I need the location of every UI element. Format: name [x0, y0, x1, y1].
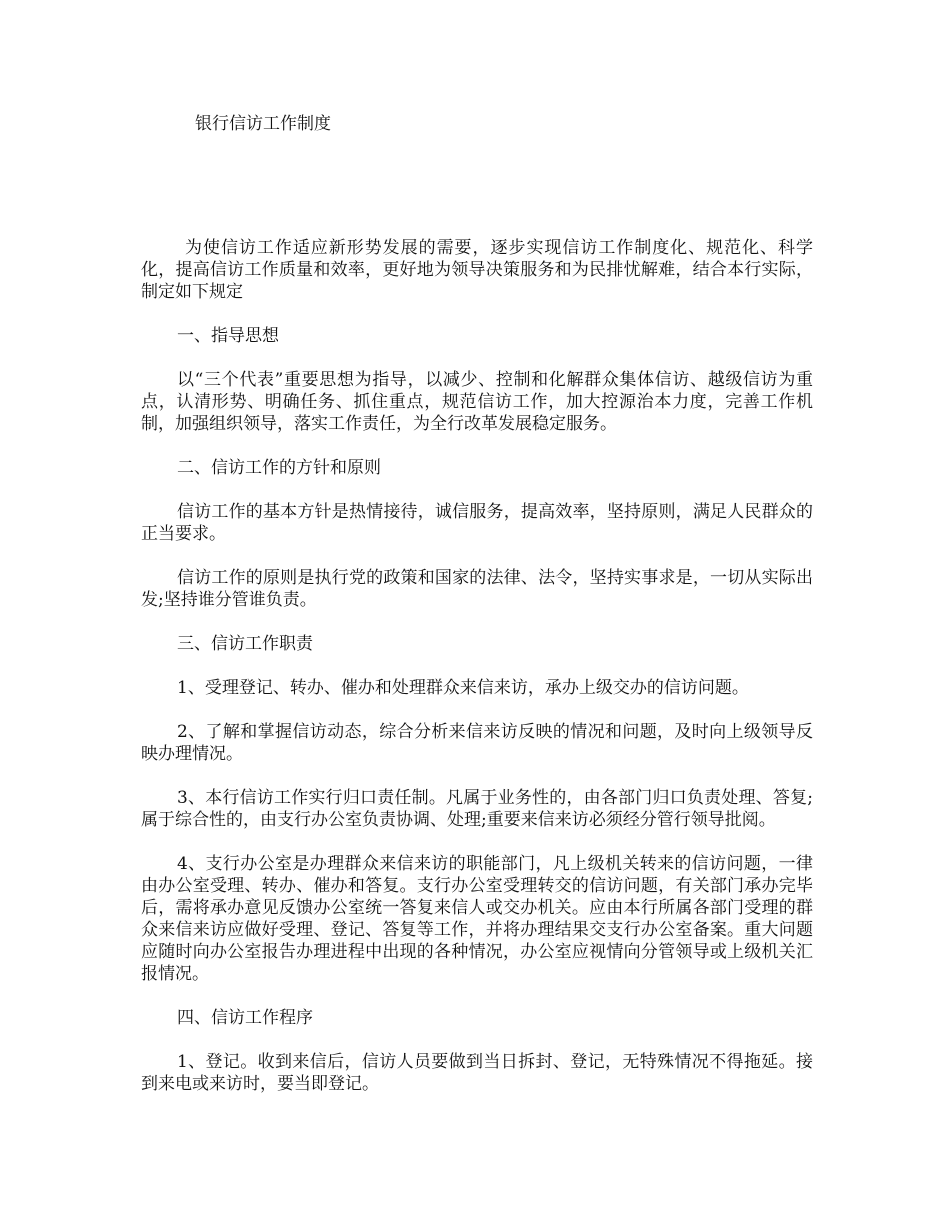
section-3-paragraph-4: 4、支行办公室是办理群众来信来访的职能部门，凡上级机关转来的信访问题，一律由办公室受理、转办、催办和答复。支行办公室受理转交的信访问题，有关部门承办完毕后，需将承办意见反馈办公室统一答复来信人或交办机关。应由本行所属各部门受理的群众来信来访应做好受理、登记、答复等工作，并将办理结果交支行办公室备案。重大问题应随时向办公室报告办理进程中出现的各种情况，办公室应视情向分管领导或上级机关汇报情况。	[141, 854, 813, 984]
section-heading-principles: 二、信访工作的方针和原则	[177, 458, 381, 478]
intro-paragraph: 为使信访工作适应新形势发展的需要，逐步实现信访工作制度化、规范化、科学化，提高信访工作质量和效率，更好地为领导决策服务和为民排忧解难，结合本行实际，制定如下规定	[141, 238, 813, 302]
section-3-paragraph-3: 3、本行信访工作实行归口责任制。凡属于业务性的，由各部门归口负责处理、答复;属于综合性的，由支行办公室负责协调、处理;重要来信来访必须经分管行领导批阅。	[141, 788, 813, 830]
document-body	[141, 237, 813, 1117]
section-2-paragraph-2: 信访工作的原则是执行党的政策和国家的法律、法令，坚持实事求是，一切从实际出发;坚持谁分管谁负责。	[141, 568, 813, 610]
section-2-paragraph-1: 信访工作的基本方针是热情接待，诚信服务，提高效率，坚持原则，满足人民群众的正当要求。	[141, 502, 813, 544]
section-1-paragraph-1: 以“三个代表”重要思想为指导，以减少、控制和化解群众集体信访、越级信访为重点，认清形势、明确任务、抓住重点，规范信访工作，加大控源治本力度，完善工作机制，加强组织领导，落实工作责任，为全行改革发展稳定服务。	[141, 370, 813, 434]
section-3-paragraph-2: 2、了解和掌握信访动态，综合分析来信来访反映的情况和问题，及时向上级领导反映办理情况。	[141, 722, 813, 764]
section-heading-duties: 三、信访工作职责	[177, 634, 313, 654]
section-heading-procedures: 四、信访工作程序	[177, 1008, 313, 1028]
section-4-paragraph-1: 1、登记。收到来信后，信访人员要做到当日拆封、登记，无特殊情况不得拖延。接到来电或来访时，要当即登记。	[141, 1052, 813, 1094]
document-title: 银行信访工作制度	[195, 114, 331, 134]
section-3-paragraph-1: 1、受理登记、转办、催办和处理群众来信来访，承办上级交办的信访问题。	[177, 678, 749, 698]
section-heading-guiding-ideology: 一、指导思想	[177, 326, 279, 346]
